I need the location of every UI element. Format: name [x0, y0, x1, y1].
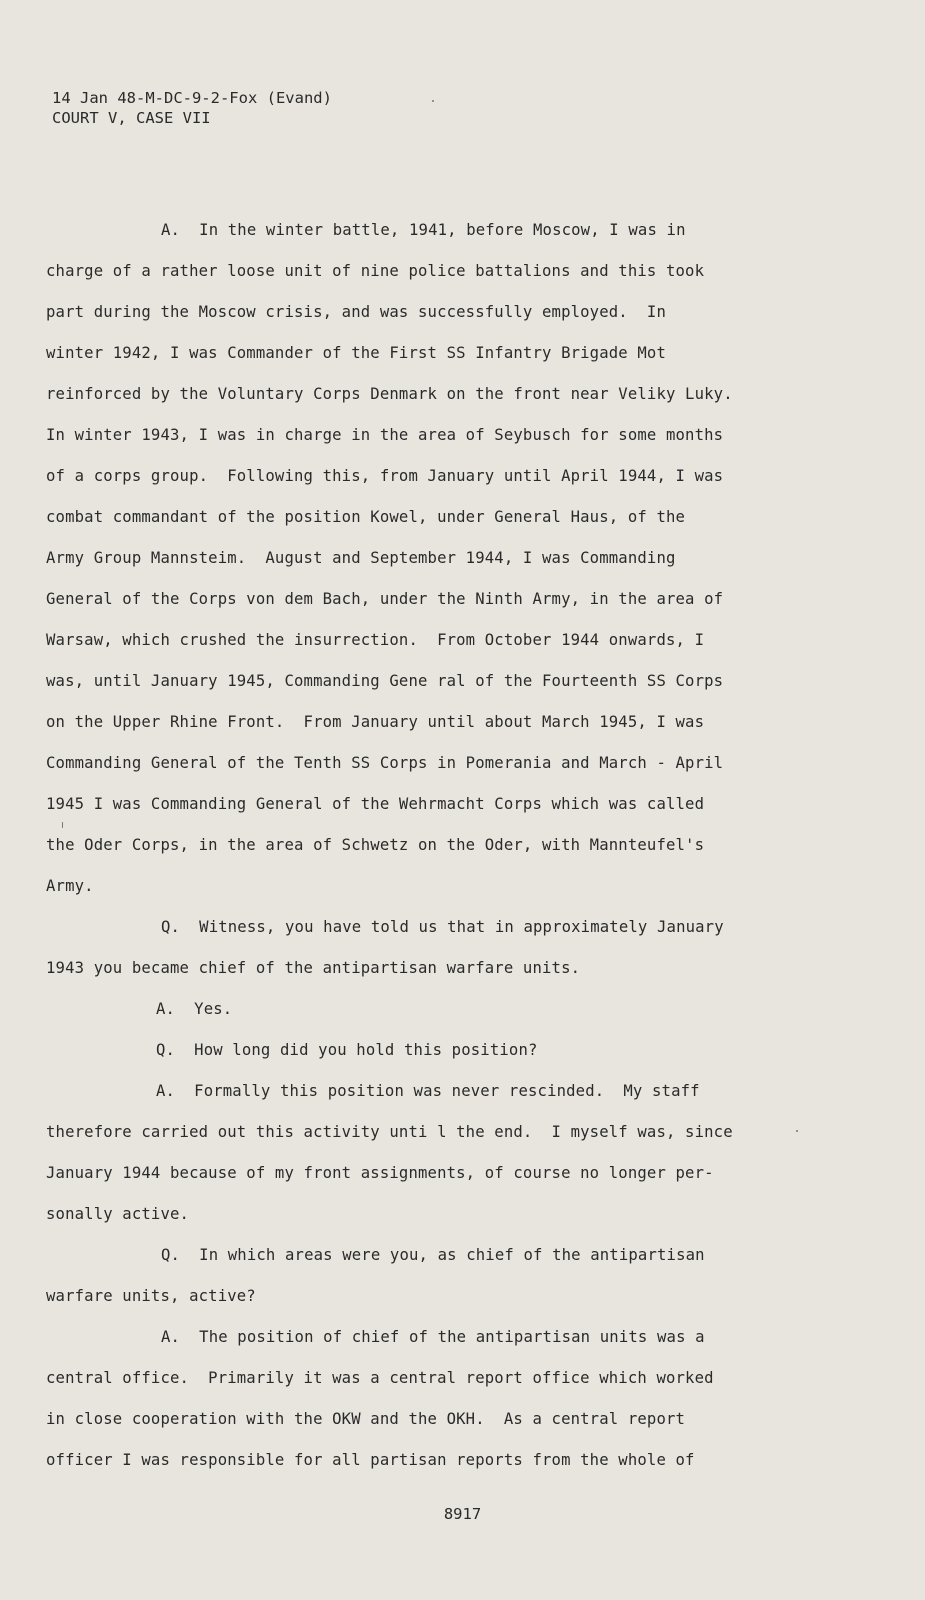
text-line: 1945 I was Commanding General of the Wehrmacht Corps which was called: [46, 795, 705, 813]
answer-line: A. Yes.: [156, 1000, 233, 1018]
question-line: Q. How long did you hold this position?: [156, 1041, 538, 1059]
text-line: Warsaw, which crushed the insurrection. From October 1944 onwards, I: [46, 631, 705, 649]
answer-line: A. Formally this position was never rescinded. My staff: [156, 1082, 700, 1100]
text-line: Army.: [46, 877, 94, 895]
text-line: central office. Primarily it was a central report office which worked: [46, 1369, 714, 1387]
paper-speck: [432, 100, 434, 102]
text-line: sonally active.: [46, 1205, 190, 1223]
text-line: reinforced by the Voluntary Corps Denmark on the front near Veliky Luky.: [46, 385, 733, 403]
paper-speck: [62, 822, 63, 828]
header-reference: 14 Jan 48-M-DC-9-2-Fox (Evand): [52, 89, 332, 107]
text-line: was, until January 1945, Commanding Gene ral of the Fourteenth SS Corps: [46, 672, 724, 690]
question-line: Q. In which areas were you, as chief of the antipartisan: [161, 1246, 705, 1264]
text-line: on the Upper Rhine Front. From January until about March 1945, I was: [46, 713, 705, 731]
page-number: 8917: [443, 1505, 482, 1523]
question-line: Q. Witness, you have told us that in approximately January: [161, 918, 724, 936]
text-line: of a corps group. Following this, from January until April 1944, I was: [46, 467, 724, 485]
answer-line: A. The position of chief of the antipartisan units was a: [161, 1328, 705, 1346]
text-line: General of the Corps von dem Bach, under the Ninth Army, in the area of: [46, 590, 724, 608]
paper-speck: [796, 1130, 798, 1132]
text-line: in close cooperation with the OKW and the OKH. As a central report: [46, 1410, 686, 1428]
transcript-body: [46, 210, 791, 1481]
text-line: January 1944 because of my front assignments, of course no longer per-: [46, 1164, 714, 1182]
text-line: officer I was responsible for all partisan reports from the whole of: [46, 1451, 695, 1469]
text-line: part during the Moscow crisis, and was successfully employed. In: [46, 303, 666, 321]
document-header: [52, 88, 332, 128]
text-line: warfare units, active?: [46, 1287, 256, 1305]
text-line: the Oder Corps, in the area of Schwetz on the Oder, with Mannteufel's: [46, 836, 705, 854]
text-line: In winter 1943, I was in charge in the area of Seybusch for some months: [46, 426, 724, 444]
text-line: Commanding General of the Tenth SS Corps in Pomerania and March - April: [46, 754, 724, 772]
text-line: 1943 you became chief of the antipartisan warfare units.: [46, 959, 581, 977]
text-line: combat commandant of the position Kowel, under General Haus, of the: [46, 508, 686, 526]
text-line: therefore carried out this activity unti l the end. I myself was, since: [46, 1123, 733, 1141]
text-line: winter 1942, I was Commander of the First SS Infantry Brigade Mot: [46, 344, 666, 362]
text-line: Army Group Mannsteim. August and September 1944, I was Commanding: [46, 549, 676, 567]
text-line: A. In the winter battle, 1941, before Moscow, I was in: [161, 221, 686, 239]
header-court-case: COURT V, CASE VII: [52, 109, 211, 127]
text-line: charge of a rather loose unit of nine police battalions and this took: [46, 262, 705, 280]
